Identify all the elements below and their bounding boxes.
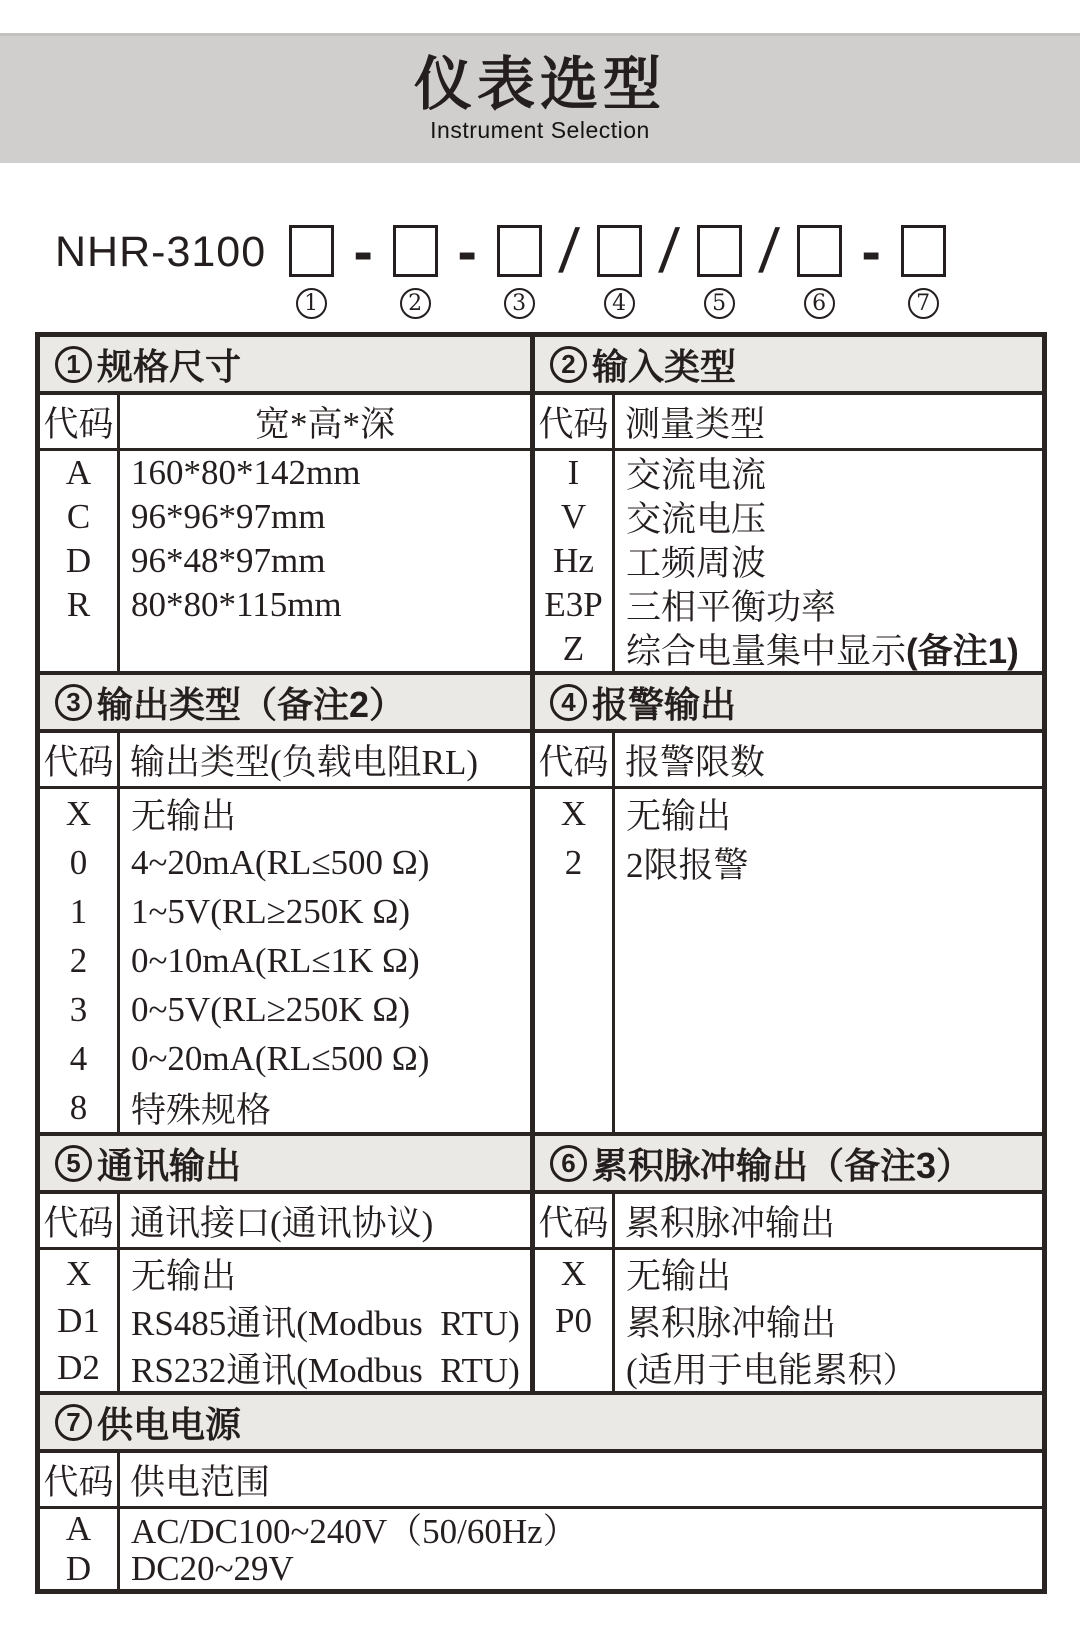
code-cell: P0 [555,1300,592,1340]
code-cell: X [560,793,587,833]
section-5-title: 通讯输出 [97,1144,242,1186]
section-4-column-header: 代码 报警限数 [535,733,1042,789]
model-slot-2 [392,225,438,319]
code-cell: E3P [544,585,603,624]
desc-cell: 0~20mA(RL≤500 Ω) [131,1038,430,1078]
desc-cell: 无输出 [626,796,732,836]
note-ref: (备注1) [906,632,1019,671]
section-comm-output [40,1136,535,1391]
desc-cell: AC/DC100~240V（50/60Hz） [131,1512,578,1551]
code-cell: D [65,1549,92,1588]
desc-cell: DC20~29V [131,1549,294,1588]
code-cell: D [65,541,92,580]
code-cell: D2 [57,1347,100,1387]
circled-2-icon: 2 [550,346,587,383]
section-6-column-header: 代码 累积脉冲输出 [535,1194,1042,1250]
section-alarm-output [535,675,1042,1132]
section-row-2 [40,671,1042,1132]
section-6-title: 累积脉冲输出（备注3） [592,1144,973,1186]
section-7-body [40,1509,1042,1589]
code-cell: 2 [564,842,583,882]
section-7-title: 供电电源 [97,1403,242,1445]
model-slot-5 [696,225,742,319]
code-cell [535,1344,612,1391]
desc-cell: 累积脉冲输出 [626,1303,837,1343]
position-7-icon: 7 [908,288,939,319]
desc-cell: 无输出 [626,1256,732,1296]
desc-cell: 工频周波 [626,544,767,583]
desc-cell: 无输出 [131,796,237,836]
code-cell: Hz [553,541,594,580]
section-5-header [40,1136,530,1194]
code-cell: 1 [69,891,88,931]
section-7-header [40,1395,1042,1453]
desc-cell: 无输出 [131,1256,237,1296]
section-output-type [40,675,535,1132]
position-3-icon: 3 [504,288,535,319]
section-3-header [40,675,530,733]
model-slot-1 [288,225,334,319]
desc-cell: 96*48*97mm [131,541,326,580]
code-cell: D1 [57,1300,100,1340]
desc-cell: (适用于电能累积） [626,1350,918,1390]
separator-slash-1: / [556,216,582,286]
code-cell: 8 [69,1087,88,1127]
code-cell: X [560,1253,587,1293]
desc-cell: 0~5V(RL≥250K Ω) [131,989,410,1029]
model-code-box-2 [393,225,438,277]
code-cell: X [65,1253,92,1293]
desc-cell: RS485通讯(Modbus RTU) [131,1303,520,1343]
desc-cell: 特殊规格 [131,1090,272,1130]
desc-cell: 交流电压 [626,500,767,539]
model-code-box-4 [597,225,642,277]
code-cell: R [66,585,91,624]
model-code-box-7 [901,225,946,277]
section-4-body [535,789,1042,1132]
model-slot-7 [900,225,946,319]
section-pulse-output [535,1136,1042,1391]
section-1-body [40,451,530,671]
circled-4-icon: 4 [550,684,587,721]
circled-5-icon: 5 [55,1145,92,1182]
section-3-body [40,789,530,1132]
separator-slash-2: / [656,216,682,286]
desc-cell: 4~20mA(RL≤500 Ω) [131,842,430,882]
model-slot-4 [596,225,642,319]
separator-dash-1: - [353,218,373,284]
circled-1-icon: 1 [55,346,92,383]
section-3-column-header: 代码 输出类型(负载电阻RL) [40,733,530,789]
code-cell: C [66,497,91,536]
code-cell: V [560,497,587,536]
code-cell: A [65,1509,92,1548]
separator-dash-3: - [861,218,881,284]
circled-7-icon: 7 [55,1404,92,1441]
section-2-title: 输入类型 [592,345,737,387]
desc-cell: 综合电量集中显示 (备注1) [615,627,1042,671]
section-5-column-header: 代码 通讯接口(通讯协议) [40,1194,530,1250]
section-1-header [40,337,530,395]
selection-table [35,332,1047,1594]
code-cell: A [65,453,92,492]
section-row-1 [40,337,1042,671]
desc-cell: 1~5V(RL≥250K Ω) [131,891,410,931]
section-7-column-header: 代码 供电范围 [40,1453,1042,1509]
section-4-header [535,675,1042,733]
section-input-type [535,337,1042,671]
page-subtitle: Instrument Selection [430,117,650,144]
desc-cell: 0~10mA(RL≤1K Ω) [131,940,420,980]
desc-cell: RS232通讯(Modbus RTU) [131,1350,520,1390]
position-1-icon: 1 [296,288,327,319]
code-cell: I [567,453,580,492]
model-code-box-5 [697,225,742,277]
section-row-3 [40,1132,1042,1391]
code-cell: Z [562,629,585,668]
section-5-body [40,1250,530,1391]
separator-slash-3: / [756,216,782,286]
model-prefix: NHR-3100 [55,227,267,276]
circled-3-icon: 3 [55,684,92,721]
position-5-icon: 5 [704,288,735,319]
desc-cell: 三相平衡功率 [626,588,837,627]
model-slot-6 [796,225,842,319]
section-1-column-header: 代码 宽*高*深 [40,395,530,451]
section-spec-size [40,337,535,671]
section-4-title: 报警输出 [592,683,737,725]
circled-6-icon: 6 [550,1145,587,1182]
section-power-supply [40,1391,1042,1589]
desc-cell: 96*96*97mm [131,497,326,536]
section-3-title: 输出类型（备注2） [97,683,406,725]
desc-cell: 交流电流 [626,456,767,495]
position-2-icon: 2 [400,288,431,319]
section-2-body [535,451,1042,671]
desc-cell: 2限报警 [626,845,749,885]
section-2-column-header: 代码 测量类型 [535,395,1042,451]
section-6-header [535,1136,1042,1194]
code-cell: 4 [69,1038,88,1078]
code-cell: 2 [69,940,88,980]
model-code-box-6 [797,225,842,277]
page-title: 仪表选型 [413,51,666,117]
separator-dash-2: - [457,218,477,284]
position-6-icon: 6 [804,288,835,319]
section-2-header [535,337,1042,395]
code-cell: 3 [69,989,88,1029]
desc-cell: 160*80*142mm [131,453,361,492]
section-1-title: 规格尺寸 [97,345,242,387]
code-cell: 0 [69,842,88,882]
model-code-box-3 [497,225,542,277]
code-cell: X [65,793,92,833]
model-slot-3 [496,225,542,319]
position-4-icon: 4 [604,288,635,319]
model-code-box-1 [289,225,334,277]
section-6-body [535,1250,1042,1391]
model-code-line [55,216,1080,319]
page-banner [0,33,1080,163]
desc-cell: 80*80*115mm [131,585,342,624]
